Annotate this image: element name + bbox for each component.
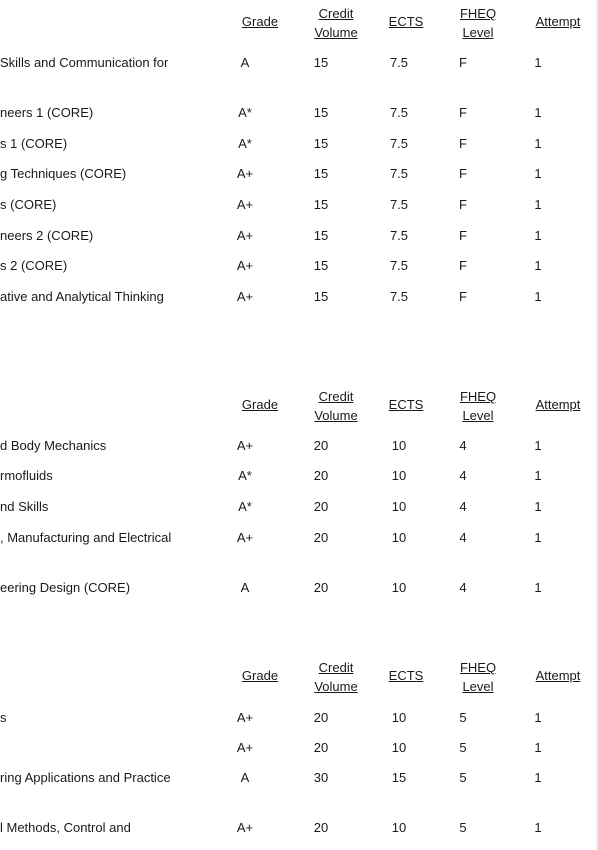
fheq-cell: 5 [459,820,467,835]
attempt-cell: 1 [534,530,542,545]
ects-cell: 10 [391,820,407,835]
fheq-cell: 4 [459,499,467,514]
credit-cell: 20 [313,530,329,545]
attempt-cell: 1 [534,740,542,755]
module-title: rmofluids [0,468,53,483]
grade-cell: A+ [236,530,254,545]
credit-cell: 15 [313,228,329,243]
grade-cell: A+ [236,438,254,453]
credit-volume-header [300,387,372,425]
grade-header: Grade [241,397,279,412]
grade-cell: A+ [236,197,254,212]
module-title: neers 2 (CORE) [0,228,94,243]
credit-cell: 15 [313,289,329,304]
fheq-cell: F [459,136,467,151]
module-title: l Methods, Control and [0,820,131,835]
module-title: g Techniques (CORE) [0,166,127,181]
credit-cell: 20 [313,740,329,755]
ects-cell: 7.5 [389,197,409,212]
ects-header: ECTS [388,668,424,683]
credit-cell: 15 [313,166,329,181]
credit-cell: 20 [313,438,329,453]
ects-header: ECTS [388,397,424,412]
credit-cell: 20 [313,710,329,725]
module-title: d Body Mechanics [0,438,107,453]
attempt-header: Attempt [535,397,581,412]
module-title: s [0,710,7,725]
attempt-cell: 1 [534,136,542,151]
credit-cell: 15 [313,55,329,70]
fheq-header-line2: Level [462,679,494,694]
grade-cell: A [240,55,250,70]
ects-cell: 10 [391,468,407,483]
credit-cell: 15 [313,136,329,151]
grade-cell: A [240,580,250,595]
fheq-header-line1: FHEQ [459,660,497,675]
attempt-cell: 1 [534,468,542,483]
ects-cell: 10 [391,499,407,514]
grade-cell: A* [238,499,252,514]
ects-header: ECTS [388,14,424,29]
grade-cell: A+ [236,710,254,725]
credit-volume-header [300,658,372,696]
page-edge-shadow [595,0,599,850]
fheq-cell: 4 [459,530,467,545]
attempt-cell: 1 [534,289,542,304]
attempt-cell: 1 [534,770,542,785]
ects-cell: 15 [391,770,407,785]
credit-header-line1: Credit [318,6,354,21]
grade-header: Grade [241,668,279,683]
fheq-cell: F [459,228,467,243]
credit-cell: 30 [313,770,329,785]
ects-cell: 10 [391,580,407,595]
grade-cell: A+ [236,166,254,181]
fheq-cell: F [459,166,467,181]
ects-cell: 7.5 [389,258,409,273]
grade-cell: A+ [236,258,254,273]
credit-cell: 15 [313,105,329,120]
module-title: s 1 (CORE) [0,136,68,151]
credit-cell: 20 [313,580,329,595]
grade-cell: A* [238,468,252,483]
credit-cell: 20 [313,820,329,835]
fheq-cell: F [459,105,467,120]
attempt-cell: 1 [534,55,542,70]
fheq-header-line2: Level [462,25,494,40]
grade-cell: A+ [236,228,254,243]
ects-cell: 7.5 [389,55,409,70]
fheq-cell: 4 [459,438,467,453]
attempt-cell: 1 [534,499,542,514]
fheq-cell: F [459,55,467,70]
fheq-cell: 4 [459,468,467,483]
module-title: Skills and Communication for [0,55,169,70]
ects-cell: 7.5 [389,105,409,120]
attempt-cell: 1 [534,258,542,273]
credit-cell: 20 [313,499,329,514]
fheq-level-header [448,387,508,425]
attempt-cell: 1 [534,710,542,725]
grade-cell: A+ [236,289,254,304]
fheq-cell: 5 [459,740,467,755]
credit-header-line2: Volume [314,679,358,694]
fheq-cell: 5 [459,770,467,785]
module-title: ring Applications and Practice [0,770,171,785]
fheq-level-header [448,658,508,696]
grade-cell: A [240,770,250,785]
credit-cell: 15 [313,258,329,273]
ects-cell: 7.5 [389,228,409,243]
attempt-cell: 1 [534,166,542,181]
module-title: s 2 (CORE) [0,258,68,273]
fheq-cell: F [459,289,467,304]
attempt-cell: 1 [534,228,542,243]
module-title: , Manufacturing and Electrical [0,530,172,545]
grade-cell: A* [238,136,252,151]
attempt-cell: 1 [534,438,542,453]
fheq-cell: 4 [459,580,467,595]
attempt-header: Attempt [535,668,581,683]
module-title: ative and Analytical Thinking [0,289,164,304]
attempt-cell: 1 [534,580,542,595]
ects-cell: 10 [391,438,407,453]
fheq-header-line2: Level [462,408,494,423]
attempt-cell: 1 [534,820,542,835]
grade-header: Grade [241,14,279,29]
ects-cell: 7.5 [389,166,409,181]
grade-cell: A+ [236,820,254,835]
fheq-cell: F [459,258,467,273]
attempt-header: Attempt [535,14,581,29]
ects-cell: 10 [391,740,407,755]
module-title: neers 1 (CORE) [0,105,94,120]
credit-header-line1: Credit [318,660,354,675]
ects-cell: 10 [391,530,407,545]
credit-header-line1: Credit [318,389,354,404]
module-title: eering Design (CORE) [0,580,131,595]
credit-volume-header [300,4,372,42]
fheq-cell: F [459,197,467,212]
grade-cell: A* [238,105,252,120]
fheq-cell: 5 [459,710,467,725]
fheq-header-line1: FHEQ [459,389,497,404]
module-title: s (CORE) [0,197,57,212]
credit-cell: 20 [313,468,329,483]
credit-header-line2: Volume [314,408,358,423]
attempt-cell: 1 [534,197,542,212]
credit-cell: 15 [313,197,329,212]
fheq-header-line1: FHEQ [459,6,497,21]
module-title: nd Skills [0,499,49,514]
ects-cell: 7.5 [389,289,409,304]
grade-cell: A+ [236,740,254,755]
ects-cell: 10 [391,710,407,725]
credit-header-line2: Volume [314,25,358,40]
ects-cell: 7.5 [389,136,409,151]
attempt-cell: 1 [534,105,542,120]
fheq-level-header [448,4,508,42]
